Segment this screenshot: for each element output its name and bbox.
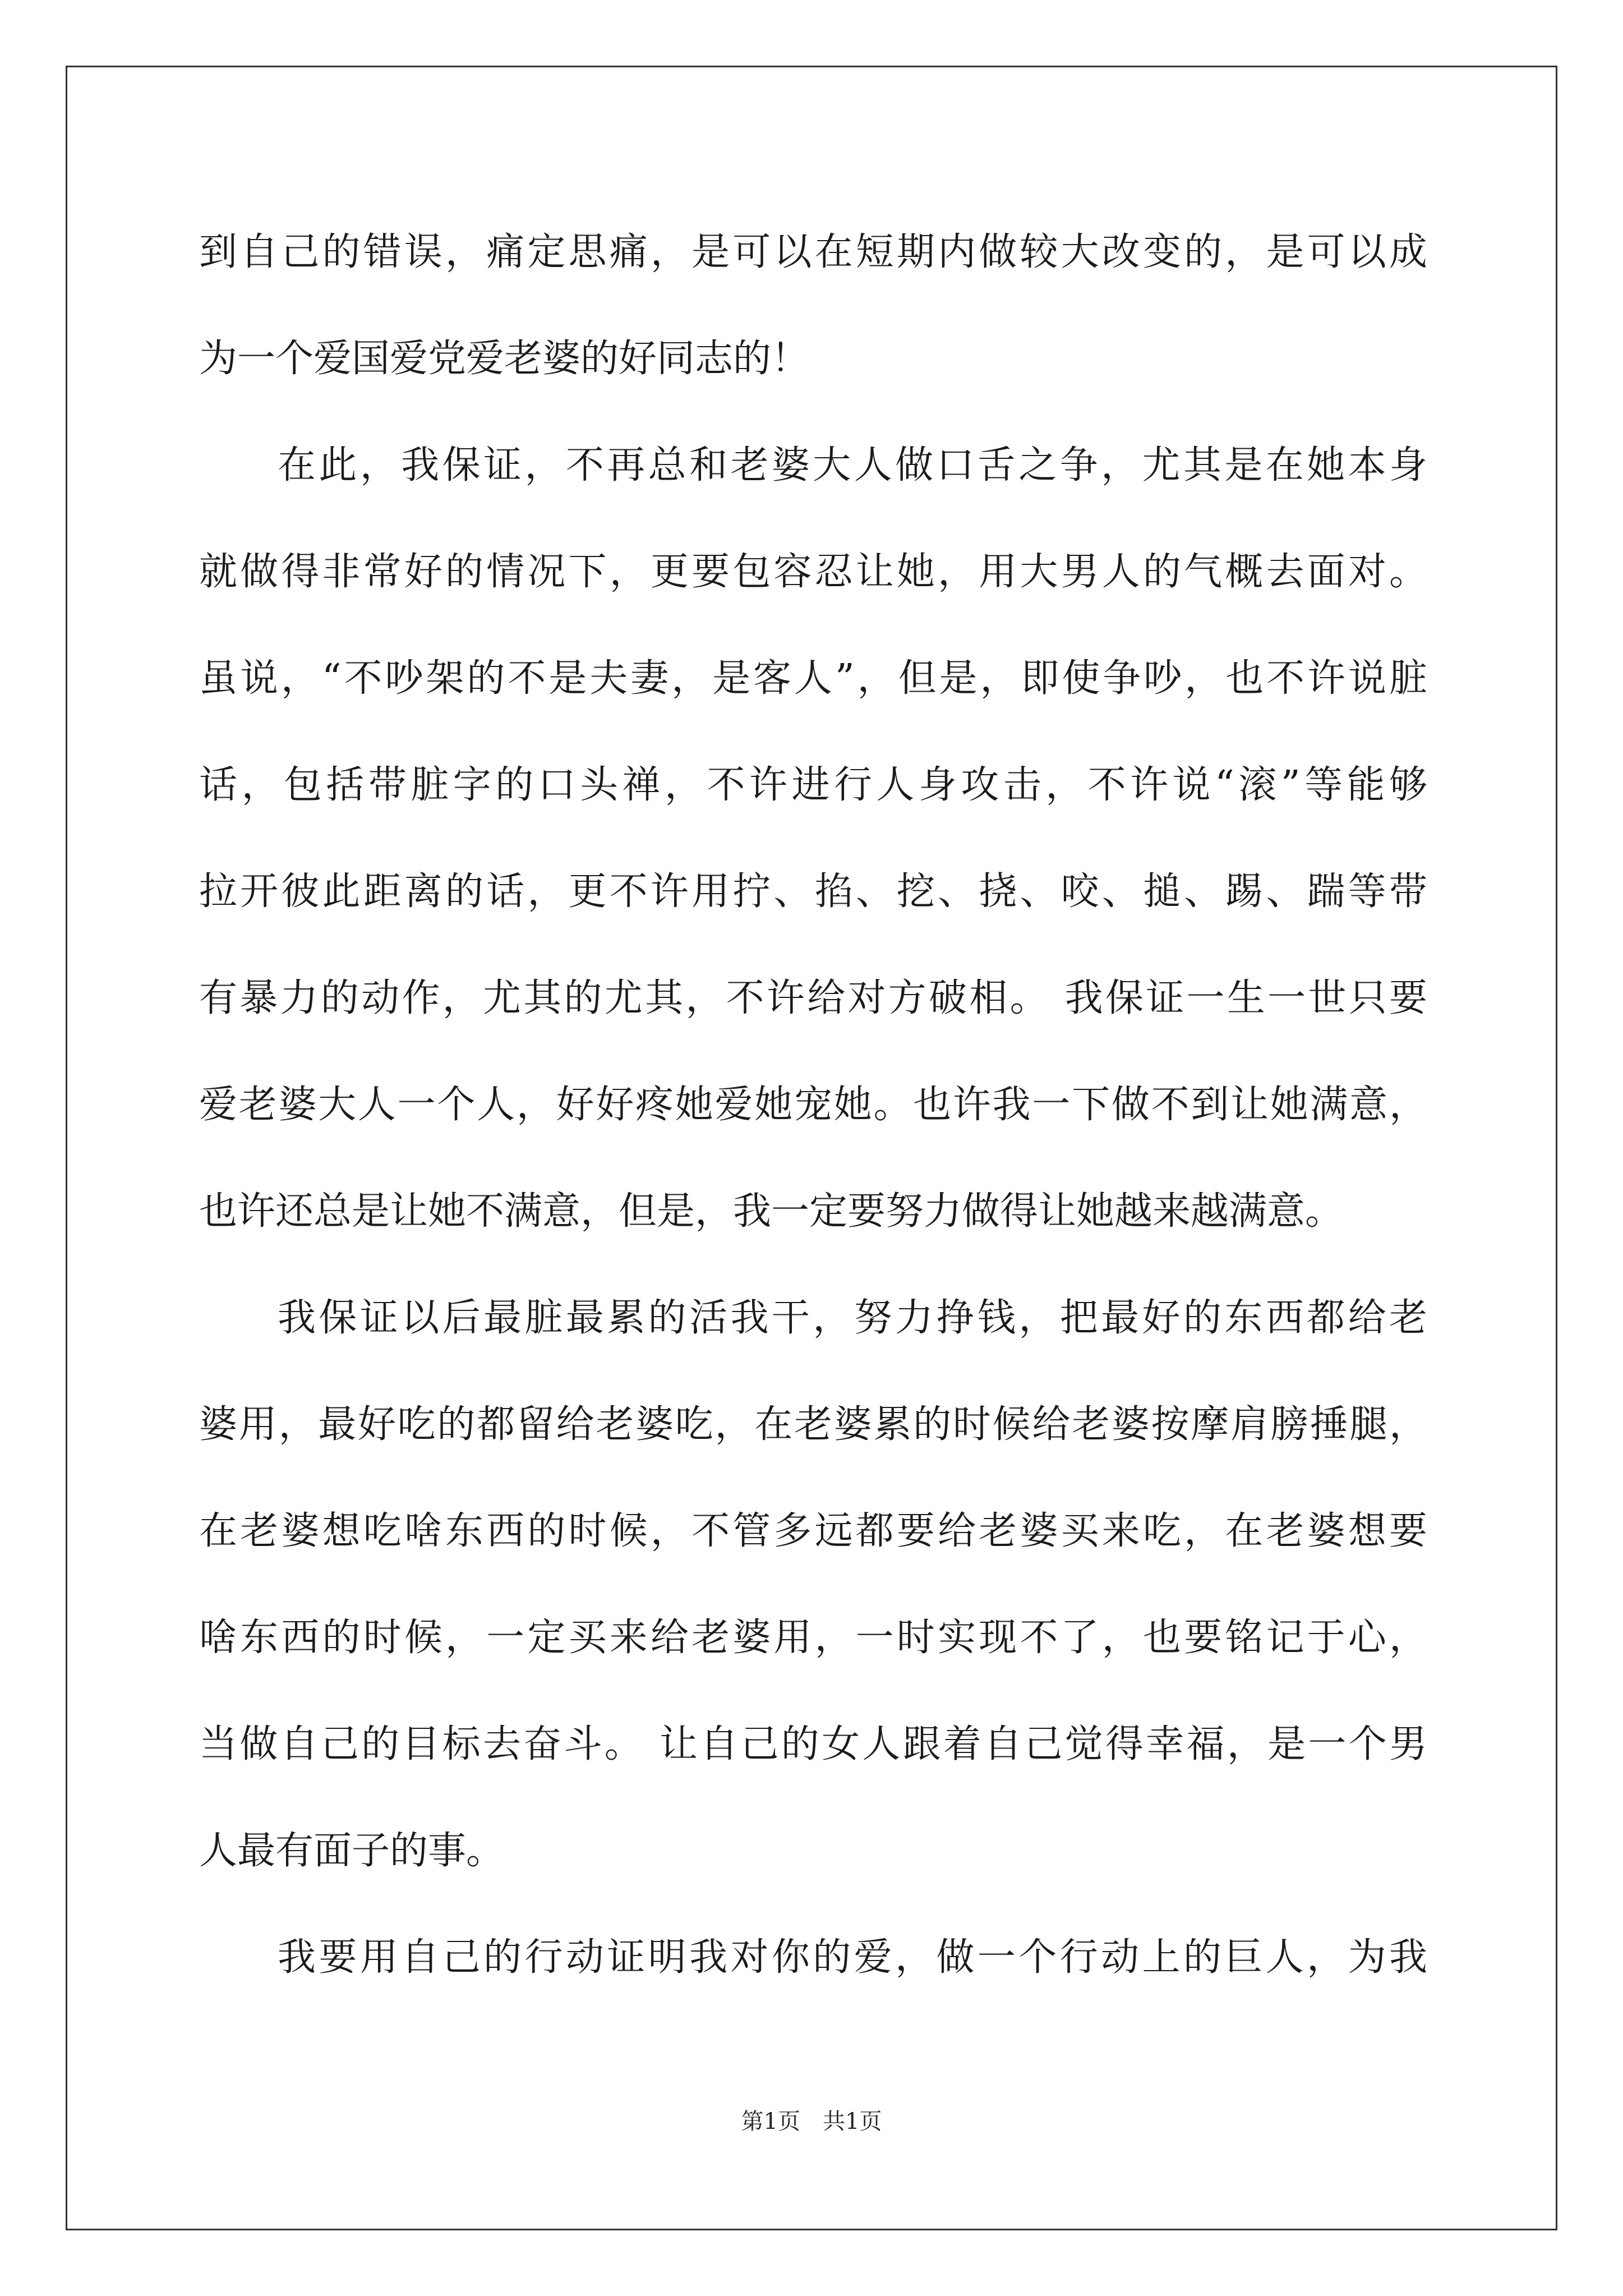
text-line: 在此，我保证，不再总和老婆大人做口舌之争，尤其是在她本身 [278, 443, 1427, 487]
text-line: 我要用自己的行动证明我对你的爱，做一个行动上的巨人，为我 [278, 1935, 1427, 1980]
text-line: 当做自己的目标去奋斗。 让自己的女人跟着自己觉得幸福，是一个男 [199, 1722, 1427, 1766]
text-line: 话，包括带脏字的口头禅，不许进行人身攻击，不许说“滚”等能够 [199, 763, 1427, 807]
text-line: 婆用，最好吃的都留给老婆吃，在老婆累的时候给老婆按摩肩膀捶腿， [199, 1402, 1427, 1447]
text-line: 拉开彼此距离的话，更不许用拧、掐、挖、挠、咬、搥、踢、踹等带 [199, 869, 1427, 914]
text-line: 有暴力的动作，尤其的尤其，不许给对方破相。 我保证一生一世只要 [199, 976, 1427, 1020]
text-line: 爱老婆大人一个人，好好疼她爱她宠她。也许我一下做不到让她满意， [199, 1083, 1427, 1127]
text-line: 也许还总是让她不满意，但是，我一定要努力做得让她越来越满意。 [199, 1189, 1344, 1234]
text-line: 为一个爱国爱党爱老婆的好同志的！ [199, 337, 810, 381]
text-line: 啥东西的时候，一定买来给老婆用，一时实现不了，也要铭记于心， [199, 1616, 1427, 1660]
page-number: 第1页 共1页 [741, 2109, 882, 2134]
text-line: 就做得非常好的情况下，更要包容忍让她，用大男人的气概去面对。 [199, 550, 1427, 594]
text-line: 在老婆想吃啥东西的时候，不管多远都要给老婆买来吃，在老婆想要 [199, 1509, 1427, 1553]
document-body [199, 216, 1427, 2028]
text-line: 人最有面子的事。 [199, 1829, 505, 1873]
text-line: 我保证以后最脏最累的活我干，努力挣钱，把最好的东西都给老 [278, 1296, 1427, 1340]
text-line: 到自己的错误，痛定思痛，是可以在短期内做较大改变的，是可以成 [199, 230, 1427, 274]
text-line: 虽说，“不吵架的不是夫妻，是客人”，但是，即使争吵，也不许说脏 [199, 656, 1427, 701]
